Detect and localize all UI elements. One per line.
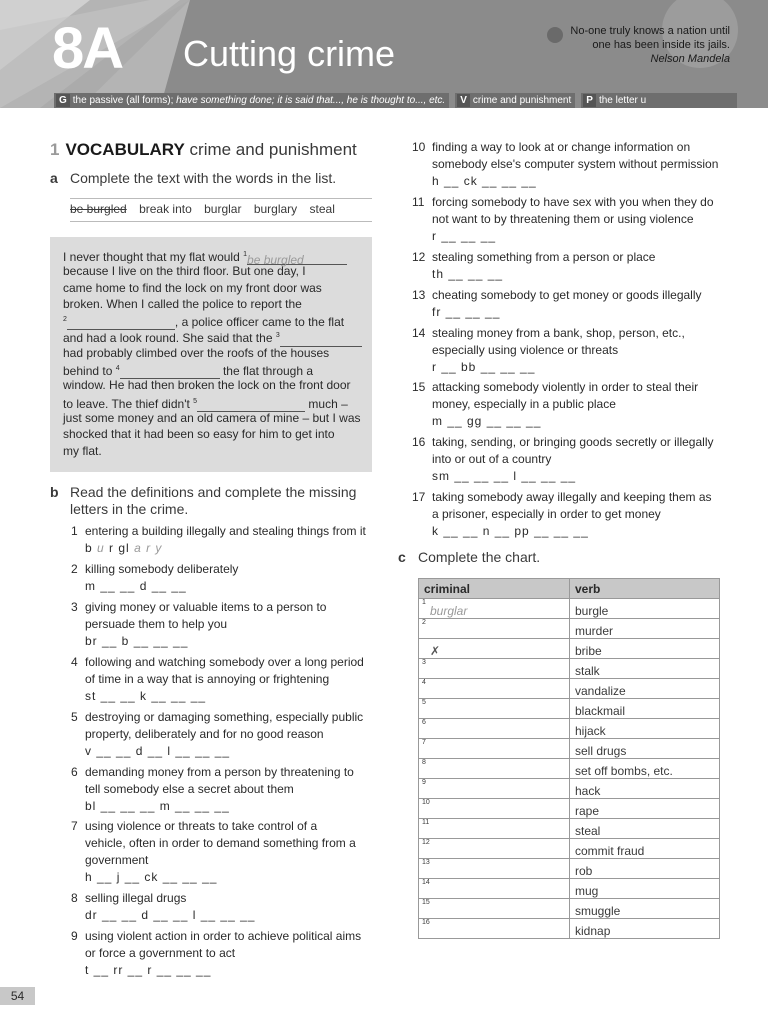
answer-blank[interactable]: st __ __ k __ __ __	[85, 689, 207, 703]
quote-author: Nelson Mandela	[650, 53, 730, 65]
answer-blank[interactable]: br __ b __ __ __	[85, 634, 189, 648]
row-number: 9	[422, 779, 426, 786]
quote-line: No-one truly knows a nation until	[570, 25, 730, 37]
definition-item: 9 using violent action in order to achieve political aims or force a government to act t __ rr __ r __ __ __	[85, 928, 385, 979]
word-bank-item: burglary	[253, 202, 298, 216]
unit-number: 8A	[52, 16, 123, 81]
criminal-cell[interactable]	[419, 659, 570, 679]
definition-item: 11 forcing somebody to have sex with you when they do not want to by threatening them or using violence r __ __ __	[432, 194, 727, 245]
criminal-cell[interactable]	[419, 639, 570, 659]
chart-row	[419, 699, 720, 719]
answer-blank[interactable]: bl __ __ __ m __ __ __	[85, 799, 230, 813]
definition-item: 12 stealing something from a person or place th __ __ __	[432, 249, 727, 283]
criminal-cell[interactable]	[419, 899, 570, 919]
section-title: 1 VOCABULARY crime and punishment	[50, 140, 357, 159]
chart-row	[419, 739, 720, 759]
chart-row	[419, 899, 720, 919]
chart-row	[419, 759, 720, 779]
criminal-verb-chart	[418, 578, 720, 939]
criminal-cell[interactable]	[419, 739, 570, 759]
verb-cell: hack	[570, 779, 720, 799]
chart-row	[419, 879, 720, 899]
answer-blank[interactable]: t __ rr __ r __ __ __	[85, 963, 212, 977]
word-bank	[70, 198, 372, 222]
definition-item: 5 destroying or damaging something, especially public property, deliberately and for no good reason v __ __ d __ l __ __ __	[85, 709, 385, 760]
criminal-cell[interactable]	[419, 699, 570, 719]
answer-blank[interactable]: fr __ __ __	[432, 305, 501, 319]
vocabulary-objective: V crime and punishment	[455, 93, 575, 108]
verb-cell: hijack	[570, 719, 720, 739]
chart-row	[419, 839, 720, 859]
answer-blank[interactable]: b u r gl a r y	[85, 541, 163, 555]
row-number: 16	[422, 919, 430, 926]
criminal-cell[interactable]	[419, 799, 570, 819]
criminal-cell[interactable]	[419, 619, 570, 639]
definition-item: 7 using violence or threats to take control of a vehicle, often in order to demand something from a government h __ j __ ck __ __ __	[85, 818, 385, 886]
definition-item: 17 taking somebody away illegally and keeping them as a prisoner, especially in order to get money k __ __ n __ pp __ __ __	[432, 489, 727, 540]
verb-cell: stalk	[570, 659, 720, 679]
criminal-cell[interactable]	[419, 859, 570, 879]
row-number: 10	[422, 799, 430, 806]
answer-blank[interactable]: m __ gg __ __ __	[432, 414, 542, 428]
reading-text: I never thought that my flat would $^1$be burgled because I live on the third floor. But one day, I came home to find the lock on my front door was broken. When I called the police to report the $^2$ , a police officer came to the flat and had a look round. She said that the $^3$ had probably climbed over the roofs of the houses behind to $^4$ the flat through a window. He had then broken the lock on the front door to leave. The thief didn't $^5$ much – just some money and an old camera of mine – but I was shocked that it had been so easy for him to get into my flat.	[63, 250, 361, 458]
part-c-instruction: c Complete the chart.	[398, 549, 541, 565]
criminal-cell[interactable]	[419, 719, 570, 739]
definition-item: 15 attacking somebody violently in order to steal their money, especially in a public place m __ gg __ __ __	[432, 379, 727, 430]
chart-row	[419, 919, 720, 939]
row-number: 15	[422, 899, 430, 906]
row-number: 3	[422, 659, 426, 666]
chart-row	[419, 859, 720, 879]
chart-row	[419, 679, 720, 699]
criminal-cell[interactable]	[419, 759, 570, 779]
definition-item: 13 cheating somebody to get money or goods illegally fr __ __ __	[432, 287, 727, 321]
criminal-cell[interactable]	[419, 879, 570, 899]
row-number: 1	[422, 599, 426, 606]
part-a-instruction: a Complete the text with the words in the list.	[50, 170, 337, 186]
objectives-bar	[54, 93, 737, 108]
verb-cell: rape	[570, 799, 720, 819]
criminal-cell[interactable]	[419, 679, 570, 699]
grammar-objective: G the passive (all forms); have something done; it is said that..., he is thought to..., etc.	[54, 93, 449, 108]
verb-cell: vandalize	[570, 679, 720, 699]
answer-blank[interactable]: k __ __ n __ pp __ __ __	[432, 524, 589, 538]
definition-item: 14 stealing money from a bank, shop, person, etc., especially using violence or threats r __ bb __ __ __	[432, 325, 727, 376]
definition-item: 10 finding a way to look at or change information on somebody else's computer system without permission h __ ck __ __ __	[432, 139, 727, 190]
word-bank-item: steal	[309, 202, 335, 216]
chart-row	[419, 799, 720, 819]
chart-row	[419, 819, 720, 839]
criminal-value: burglar	[430, 604, 468, 618]
chart-row	[419, 639, 720, 659]
chart-row	[419, 619, 720, 639]
word-bank-item: break into	[139, 202, 192, 216]
unit-title: Cutting crime	[183, 33, 396, 74]
answer-blank[interactable]: m __ __ d __ __	[85, 579, 187, 593]
verb-cell: steal	[570, 819, 720, 839]
verb-cell: bribe	[570, 639, 720, 659]
definition-item: 8 selling illegal drugs dr __ __ d __ __ l __ __ __	[85, 890, 385, 924]
row-number: 13	[422, 859, 430, 866]
quote-line: one has been inside its jails.	[592, 39, 730, 51]
verb-cell: burgle	[570, 599, 720, 619]
page-number: 54	[0, 987, 35, 1005]
row-number: 11	[422, 819, 430, 826]
definition-item: 2 killing somebody deliberately m __ __ d __ __	[85, 561, 385, 595]
gap-1[interactable]: be burgled	[247, 252, 347, 265]
quote	[540, 24, 730, 66]
definition-item: 1 entering a building illegally and stealing things from it b u r gl a r y	[85, 523, 385, 557]
chart-row	[419, 719, 720, 739]
verb-cell: smuggle	[570, 899, 720, 919]
verb-cell: sell drugs	[570, 739, 720, 759]
chart-row	[419, 779, 720, 799]
criminal-cell[interactable]	[419, 839, 570, 859]
row-number: 7	[422, 739, 426, 746]
verb-cell: murder	[570, 619, 720, 639]
part-b-instruction: b Read the definitions and complete the missing letters in the crime.	[50, 484, 357, 517]
answer-blank[interactable]: r __ bb __ __ __	[432, 360, 536, 374]
answer-blank[interactable]: h __ j __ ck __ __ __	[85, 870, 218, 884]
criminal-cell[interactable]	[419, 599, 570, 619]
criminal-cell[interactable]	[419, 779, 570, 799]
criminal-value: ✗	[430, 644, 441, 658]
verb-cell: kidnap	[570, 919, 720, 939]
definition-item: 3 giving money or valuable items to a person to persuade them to help you br __ b __ __ __	[85, 599, 385, 650]
row-number: 12	[422, 839, 430, 846]
definition-item: 16 taking, sending, or bringing goods secretly or illegally into or out of a country sm __ __ __ l __ __ __	[432, 434, 727, 485]
chart-row	[419, 599, 720, 619]
answer-blank[interactable]: h __ ck __ __ __	[432, 174, 537, 188]
row-number: 4	[422, 679, 426, 686]
criminal-cell[interactable]	[419, 819, 570, 839]
verb-cell: commit fraud	[570, 839, 720, 859]
answer-blank[interactable]: dr __ __ d __ __ l __ __ __	[85, 908, 256, 922]
verb-cell: rob	[570, 859, 720, 879]
word-bank-item: burglar	[204, 202, 242, 216]
verb-cell: mug	[570, 879, 720, 899]
column-header-criminal: criminal	[419, 579, 570, 599]
row-number: 5	[422, 699, 426, 706]
row-number: 6	[422, 719, 426, 726]
answer-blank[interactable]: v __ __ d __ l __ __ __	[85, 744, 231, 758]
criminal-cell[interactable]	[419, 919, 570, 939]
column-header-verb: verb	[570, 579, 720, 599]
pronunciation-objective: P the letter u	[581, 93, 737, 108]
chart-row	[419, 659, 720, 679]
verb-cell: blackmail	[570, 699, 720, 719]
row-number: 2	[422, 619, 426, 626]
row-number: 14	[422, 879, 430, 886]
definition-item: 6 demanding money from a person by threatening to tell somebody else a secret about them bl __ __ __ m __ __ __	[85, 764, 385, 815]
answer-blank[interactable]: th __ __ __	[432, 267, 504, 281]
row-number: 8	[422, 759, 426, 766]
answer-blank[interactable]: r __ __ __	[432, 229, 497, 243]
answer-blank[interactable]: sm __ __ __ l __ __ __	[432, 469, 577, 483]
verb-cell: set off bombs, etc.	[570, 759, 720, 779]
definition-item: 4 following and watching somebody over a long period of time in a way that is annoying or frightening st __ __ k __ __ __	[85, 654, 385, 705]
word-bank-item: be burgled	[70, 202, 127, 216]
